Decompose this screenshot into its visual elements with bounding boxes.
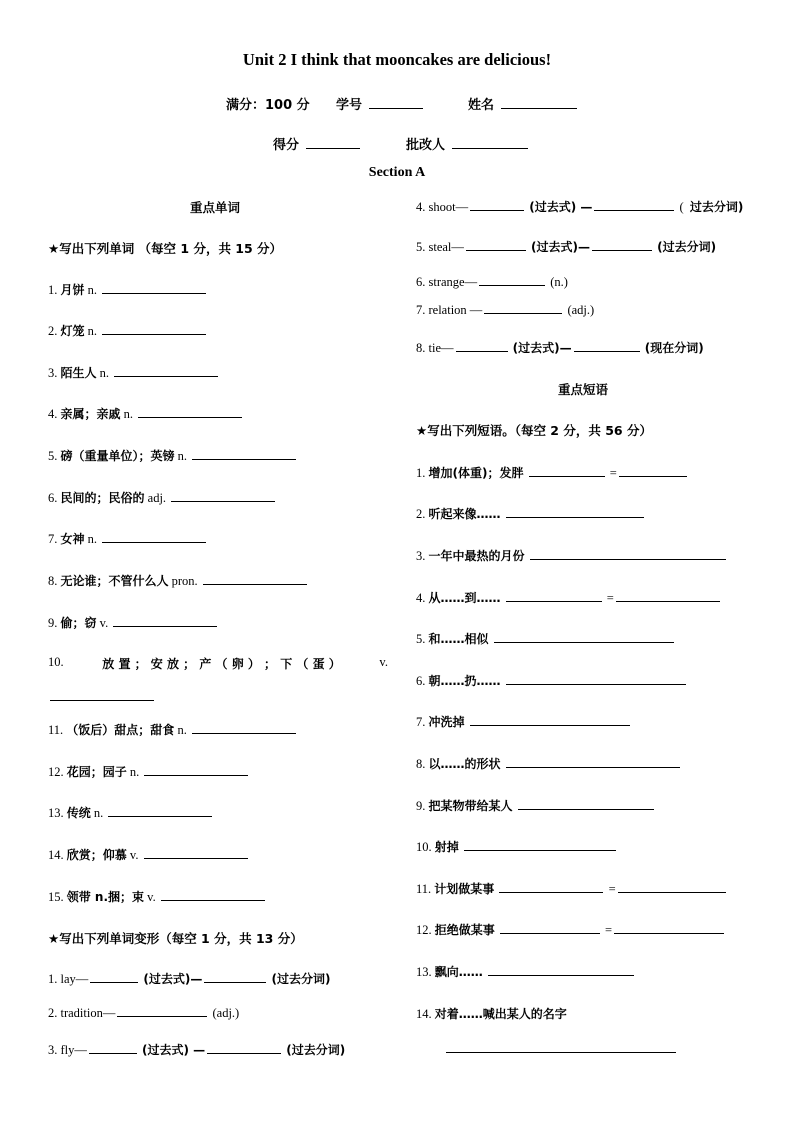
phrase-item: 14. 对着……喊出某人的名字: [416, 1007, 567, 1021]
student-id-label: 学号: [336, 94, 425, 113]
answer-blank[interactable]: [108, 805, 212, 817]
answer-blank[interactable]: [488, 964, 634, 976]
answer-blank[interactable]: [494, 631, 674, 643]
answer-blank[interactable]: [506, 756, 680, 768]
grader-label: 批改人: [406, 134, 530, 153]
form-item: 1. lay— (过去式)— (过去分词): [48, 972, 331, 986]
vocab-item: 1. 月饼 n.: [48, 281, 208, 298]
answer-blank[interactable]: [50, 689, 154, 701]
student-id-field[interactable]: [369, 97, 423, 109]
phrase-instructions: ★写出下列短语。（每空 2 分，共 56 分）: [416, 423, 652, 438]
answer-blank[interactable]: [171, 490, 275, 502]
answer-blank[interactable]: [530, 548, 726, 560]
page-title: Unit 2 I think that mooncakes are delicious!: [242, 50, 552, 69]
form-item: 3. fly— (过去式) — (过去分词): [48, 1043, 346, 1057]
answer-blank[interactable]: [506, 590, 602, 602]
form-item: 7. relation — (adj.): [416, 303, 595, 317]
vocab-item: 4. 亲属；亲戚 n.: [48, 405, 244, 422]
score-field[interactable]: [306, 137, 360, 149]
vocab-item: 5. 磅（重量单位）；英镑 n.: [48, 447, 298, 464]
grader-field[interactable]: [452, 137, 528, 149]
answer-blank[interactable]: [102, 323, 206, 335]
vocab-item: 11. （饭后）甜点；甜食 n.: [48, 721, 298, 738]
phrase-item: 6. 朝……扔……: [416, 672, 688, 689]
phrase-heading: 重点短语: [558, 382, 609, 397]
answer-blank[interactable]: [619, 465, 687, 477]
answer-blank[interactable]: [138, 406, 242, 418]
phrase-item: 7. 冲洗掉: [416, 713, 632, 730]
vocab-item: 2. 灯笼 n.: [48, 322, 208, 339]
form-item: 8. tie— (过去式)— (现在分词): [416, 341, 704, 355]
answer-blank[interactable]: [144, 764, 248, 776]
vocab-item: 9. 偷；窃 v.: [48, 614, 219, 631]
vocab-item: 12. 花园；园子 n.: [48, 763, 250, 780]
answer-blank[interactable]: [479, 274, 545, 286]
answer-blank[interactable]: [506, 673, 686, 685]
answer-blank[interactable]: [499, 881, 603, 893]
vocab-item: 15. 领带 n.捆；束 v.: [48, 888, 267, 905]
phrase-item: 2. 听起来像……: [416, 505, 646, 522]
vocab-item: 6. 民间的；民俗的 adj.: [48, 489, 277, 506]
answer-blank[interactable]: [518, 798, 654, 810]
answer-blank[interactable]: [618, 881, 726, 893]
phrase-item: 4. 从……到…… =: [416, 589, 722, 606]
answer-blank[interactable]: [203, 573, 307, 585]
answer-blank[interactable]: [470, 714, 630, 726]
vocab-heading: 重点单词: [190, 200, 241, 215]
vocab-item: 13. 传统 n.: [48, 804, 214, 821]
answer-blank[interactable]: [500, 922, 600, 934]
phrase-14-answer-line: [444, 1040, 678, 1058]
phrase-item: 5. 和……相似: [416, 630, 676, 647]
score-label: 得分: [273, 134, 362, 153]
answer-blank[interactable]: [470, 199, 524, 211]
name-field[interactable]: [501, 97, 577, 109]
answer-blank[interactable]: [464, 839, 616, 851]
answer-blank[interactable]: [102, 531, 206, 543]
form-item: 6. strange— (n.): [416, 275, 568, 289]
answer-blank[interactable]: [204, 971, 266, 983]
answer-blank[interactable]: [161, 889, 265, 901]
phrase-item: 13. 飘向……: [416, 963, 636, 980]
vocab-item: 8. 无论谁；不管什么人 pron.: [48, 572, 309, 589]
vocab-item: 14. 欣赏；仰慕 v.: [48, 846, 250, 863]
answer-blank[interactable]: [529, 465, 605, 477]
answer-blank[interactable]: [616, 590, 720, 602]
answer-blank[interactable]: [89, 1042, 137, 1054]
answer-blank[interactable]: [456, 340, 508, 352]
forms-instructions: ★写出下列单词变形（每空 1 分，共 13 分）: [48, 931, 303, 946]
answer-blank[interactable]: [614, 922, 724, 934]
form-item: 5. steal— (过去式)— (过去分词): [416, 240, 717, 254]
answer-blank[interactable]: [192, 448, 296, 460]
answer-blank[interactable]: [114, 365, 218, 377]
name-label: 姓名: [468, 94, 579, 113]
phrase-item: 12. 拒绝做某事 =: [416, 921, 726, 938]
answer-blank[interactable]: [592, 239, 652, 251]
full-score-label: 满分：100 分: [226, 98, 310, 113]
vocab-instructions: ★写出下列单词 （每空 1 分，共 15 分）: [48, 241, 283, 256]
vocab-item-10-answer: [48, 688, 156, 706]
phrase-item: 10. 射掉: [416, 838, 618, 855]
answer-blank[interactable]: [102, 282, 206, 294]
phrase-item: 1. 增加(体重)；发胖 =: [416, 464, 689, 481]
answer-blank[interactable]: [466, 239, 526, 251]
vocab-item: 3. 陌生人 n.: [48, 364, 220, 381]
answer-blank[interactable]: [506, 506, 644, 518]
phrase-item: 9. 把某物带给某人: [416, 797, 656, 814]
answer-blank[interactable]: [144, 847, 248, 859]
answer-blank[interactable]: [192, 722, 296, 734]
answer-blank[interactable]: [117, 1005, 207, 1017]
section-heading: Section A: [368, 165, 426, 180]
answer-blank[interactable]: [574, 340, 640, 352]
answer-blank[interactable]: [484, 302, 562, 314]
phrase-item: 8. 以……的形状: [416, 755, 682, 772]
answer-blank[interactable]: [113, 615, 217, 627]
phrase-item: 3. 一年中最热的月份: [416, 547, 728, 564]
form-item: 4. shoot— (过去式) — ( 过去分词): [416, 200, 744, 214]
answer-blank[interactable]: [446, 1041, 676, 1053]
answer-blank[interactable]: [594, 199, 674, 211]
answer-blank[interactable]: [207, 1042, 281, 1054]
vocab-item: 7. 女神 n.: [48, 530, 208, 547]
vocab-item: 10. 放 置 ； 安 放 ； 产 （ 卵 ） ； 下 （ 蛋 ） v.: [48, 655, 388, 671]
answer-blank[interactable]: [90, 971, 138, 983]
form-item: 2. tradition— (adj.): [48, 1006, 240, 1020]
phrase-item: 11. 计划做某事 =: [416, 880, 728, 897]
